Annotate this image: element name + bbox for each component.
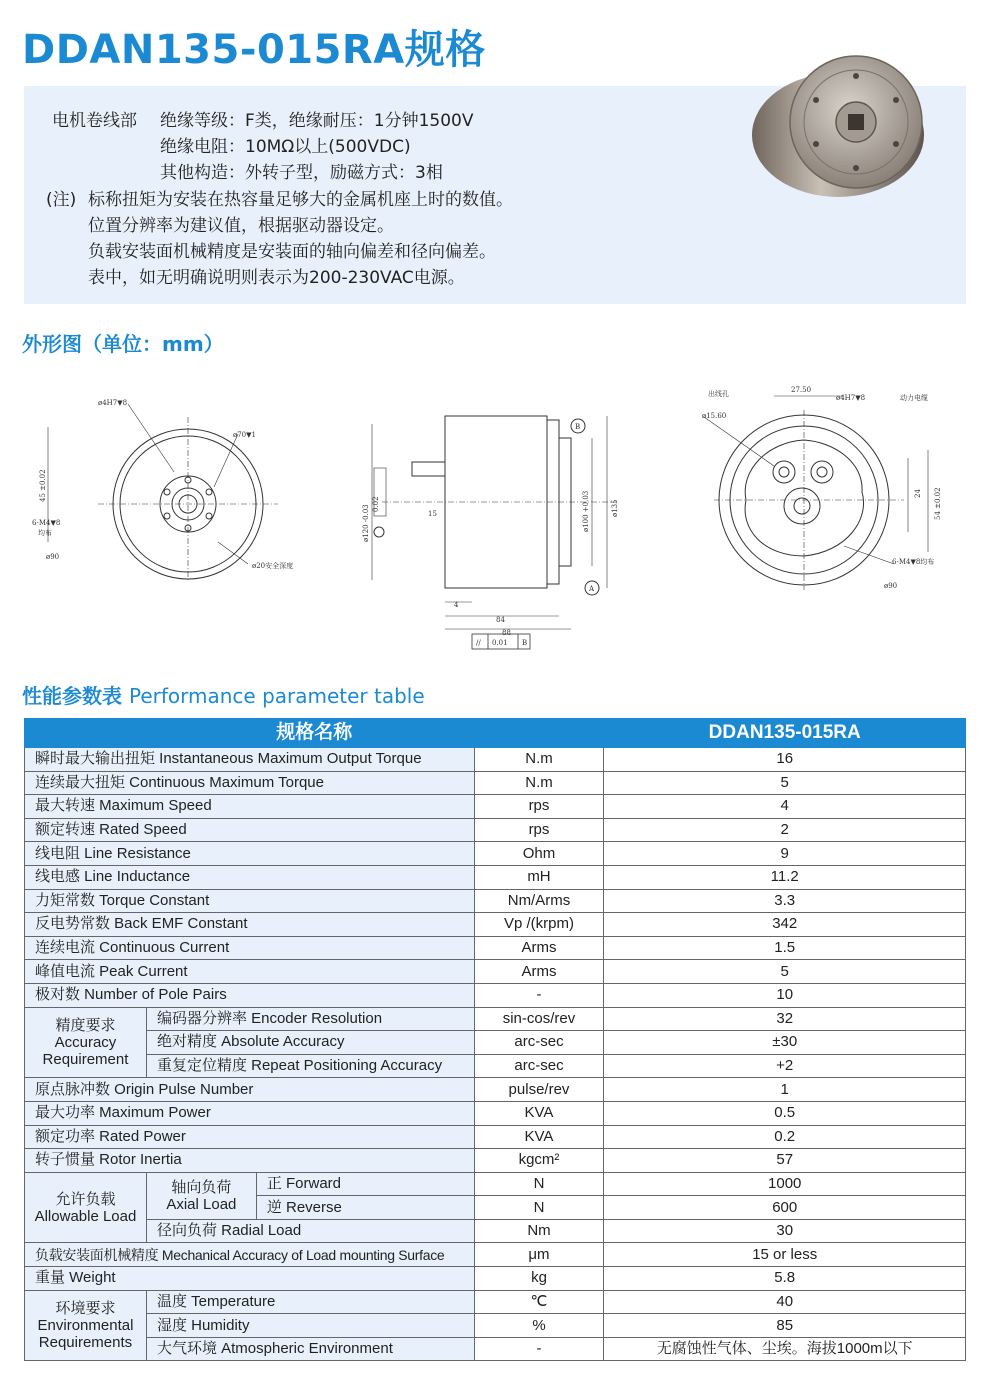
row-value: 3.3 xyxy=(604,889,966,913)
row-name: 重量 Weight xyxy=(25,1267,475,1291)
env-group-label: 环境要求 Environmental Requirements xyxy=(25,1290,147,1361)
table-row xyxy=(25,818,966,842)
row-name: 额定转速 Rated Speed xyxy=(25,818,475,842)
side-ref-b: B xyxy=(575,423,581,431)
table-row xyxy=(25,1125,966,1149)
side-view-drawing xyxy=(342,402,642,657)
front-pcd-label: ø70▼1 xyxy=(233,431,256,439)
row-value: 1.5 xyxy=(604,936,966,960)
load-group-label: 允许负载 Allowable Load xyxy=(25,1172,147,1243)
table-row xyxy=(25,1243,966,1267)
row-name: 大气环境 Atmospheric Environment xyxy=(146,1337,474,1361)
row-name: 负载安装面机械精度 Mechanical Accuracy of Load mounting Surface xyxy=(25,1243,475,1267)
row-unit: Ohm xyxy=(474,842,604,866)
row-unit: rps xyxy=(474,818,604,842)
rear-l275-label: 27.50 xyxy=(791,386,812,394)
winding-label: 电机卷线部 xyxy=(52,111,137,131)
row-value: 5.8 xyxy=(604,1267,966,1291)
row-value: 无腐蚀性气体、尘埃。海拔1000m以下 xyxy=(604,1337,966,1361)
front-thread-label: 6-M4▼8 xyxy=(32,519,61,527)
rear-thread-label: 6-M4▼8均布 xyxy=(892,558,935,566)
table-row xyxy=(25,936,966,960)
table-row xyxy=(25,889,966,913)
table-row xyxy=(25,1337,966,1361)
motor-photo xyxy=(748,40,928,200)
table-row xyxy=(25,1267,966,1291)
row-value: 16 xyxy=(604,748,966,772)
side-d135-label: ø135 xyxy=(611,499,619,517)
row-value: 342 xyxy=(604,913,966,937)
row-name: 线电感 Line Inductance xyxy=(25,865,475,889)
table-row xyxy=(25,1314,966,1338)
row-value: 9 xyxy=(604,842,966,866)
header-spec-name: 规格名称 xyxy=(25,719,604,748)
row-name: 湿度 Humidity xyxy=(146,1314,474,1338)
front-hole-label: ø4H7▼8 xyxy=(98,399,128,407)
rear-dia90-label: ø90 xyxy=(884,582,898,590)
row-unit: KVA xyxy=(474,1125,604,1149)
row-name: 瞬时最大输出扭矩 Instantaneous Maximum Output Torque xyxy=(25,748,475,772)
accuracy-group-label: 精度要求 Accuracy Requirement xyxy=(25,1007,147,1078)
row-name: 极对数 Number of Pole Pairs xyxy=(25,983,475,1007)
row-unit: - xyxy=(474,1337,604,1361)
row-value: 5 xyxy=(604,771,966,795)
row-name: 绝对精度 Absolute Accuracy xyxy=(146,1031,474,1055)
row-name: 原点脉冲数 Origin Pulse Number xyxy=(25,1078,475,1102)
table-row xyxy=(25,960,966,984)
outline-heading: 外形图（单位：mm） xyxy=(22,332,224,356)
front-dia90-label: ø90 xyxy=(46,553,60,561)
row-unit: arc-sec xyxy=(474,1054,604,1078)
row-value: 32 xyxy=(604,1007,966,1031)
row-unit: N xyxy=(474,1196,604,1220)
row-name: 温度 Temperature xyxy=(146,1290,474,1314)
side-l4-label: 4 xyxy=(454,601,459,609)
row-unit: % xyxy=(474,1314,604,1338)
side-ref-a: A xyxy=(589,585,595,593)
row-name: 编码器分辨率 Encoder Resolution xyxy=(146,1007,474,1031)
row-name: 力矩常数 Torque Constant xyxy=(25,889,475,913)
row-value: 10 xyxy=(604,983,966,1007)
row-unit: pulse/rev xyxy=(474,1078,604,1102)
side-perp-ref: B xyxy=(522,639,528,647)
row-value: 5 xyxy=(604,960,966,984)
rear-outlet-label: 出线孔 xyxy=(708,390,729,398)
table-row xyxy=(25,748,966,772)
rear-hole-label: ø4H7▼8 xyxy=(836,394,866,402)
rear-dim54-label: 54 ±0.02 xyxy=(934,487,942,520)
axial-group-label: 轴向负荷 Axial Load xyxy=(146,1172,256,1219)
table-row xyxy=(25,1078,966,1102)
row-value: 15 or less xyxy=(604,1243,966,1267)
row-value: 57 xyxy=(604,1149,966,1173)
row-value: 11.2 xyxy=(604,865,966,889)
side-d120-label: ø120 -0.03 xyxy=(362,504,370,542)
table-row xyxy=(25,1219,966,1243)
perf-heading-cn: 性能参数表 xyxy=(22,684,122,708)
table-row xyxy=(25,771,966,795)
table-row xyxy=(25,913,966,937)
performance-table xyxy=(24,718,966,1361)
row-name: 重复定位精度 Repeat Positioning Accuracy xyxy=(146,1054,474,1078)
row-name: 最大转速 Maximum Speed xyxy=(25,795,475,819)
rear-dim24-label: 24 xyxy=(914,489,922,498)
row-unit: arc-sec xyxy=(474,1031,604,1055)
table-row xyxy=(25,795,966,819)
row-name: 径向负荷 Radial Load xyxy=(146,1219,474,1243)
row-unit: N xyxy=(474,1172,604,1196)
note-4: 表中，如无明确说明则表示为200-230VAC电源。 xyxy=(88,268,465,288)
page-title: DDAN135-015RA规格 xyxy=(22,27,486,73)
rear-d15-label: ø15.60 xyxy=(702,412,727,420)
insulation-resistance: 绝缘电阻：10MΩ以上(500VDC) xyxy=(160,137,411,157)
side-l88-label: 88 xyxy=(502,629,511,637)
note-3: 负载安装面机械精度是安装面的轴向偏差和径向偏差。 xyxy=(88,242,496,262)
row-name: 最大功率 Maximum Power xyxy=(25,1101,475,1125)
rear-cable-label: 动力电缆 xyxy=(900,394,928,402)
note-2: 位置分辨率为建议值，根据驱动器设定。 xyxy=(88,216,394,236)
row-name: 峰值电流 Peak Current xyxy=(25,960,475,984)
row-name: 线电阻 Line Resistance xyxy=(25,842,475,866)
table-row xyxy=(25,1149,966,1173)
row-unit: N.m xyxy=(474,748,604,772)
row-unit: N.m xyxy=(474,771,604,795)
row-value: ±30 xyxy=(604,1031,966,1055)
perf-heading-en: Performance parameter table xyxy=(128,684,425,708)
row-unit: Arms xyxy=(474,960,604,984)
row-unit: Nm/Arms xyxy=(474,889,604,913)
table-row xyxy=(25,1290,966,1314)
row-value: 1000 xyxy=(604,1172,966,1196)
note-label: (注) xyxy=(46,190,77,210)
row-unit: mH xyxy=(474,865,604,889)
row-value: 4 xyxy=(604,795,966,819)
side-l84-label: 84 xyxy=(496,616,505,624)
row-value: 600 xyxy=(604,1196,966,1220)
header-model: DDAN135-015RA xyxy=(604,719,966,748)
row-unit: Vp /(krpm) xyxy=(474,913,604,937)
row-name: 连续最大扭矩 Continuous Maximum Torque xyxy=(25,771,475,795)
row-value: 2 xyxy=(604,818,966,842)
row-unit: Nm xyxy=(474,1219,604,1243)
row-value: 85 xyxy=(604,1314,966,1338)
side-d100-label: ø100 +0.03 xyxy=(582,490,590,532)
insulation-class: 绝缘等级：F类，绝缘耐压：1分钟1500V xyxy=(160,111,474,131)
row-value: +2 xyxy=(604,1054,966,1078)
row-unit: kg xyxy=(474,1267,604,1291)
table-row xyxy=(25,1054,966,1078)
row-name: 逆 Reverse xyxy=(256,1196,474,1220)
row-name: 转子惯量 Rotor Inertia xyxy=(25,1149,475,1173)
note-1: 标称扭矩为安装在热容量足够大的金属机座上时的数值。 xyxy=(88,190,513,210)
row-unit: μm xyxy=(474,1243,604,1267)
row-unit: kgcm² xyxy=(474,1149,604,1173)
row-value: 40 xyxy=(604,1290,966,1314)
perf-heading xyxy=(22,680,425,709)
table-header xyxy=(25,719,966,748)
row-name: 连续电流 Continuous Current xyxy=(25,936,475,960)
row-value: 0.2 xyxy=(604,1125,966,1149)
row-value: 1 xyxy=(604,1078,966,1102)
table-row xyxy=(25,1172,966,1196)
table-row xyxy=(25,1007,966,1031)
table-row xyxy=(25,1101,966,1125)
other-structure: 其他构造：外转子型，励磁方式：3相 xyxy=(160,163,443,183)
row-unit: - xyxy=(474,983,604,1007)
rear-view-drawing xyxy=(694,380,964,595)
side-perp-symbol: // xyxy=(476,639,481,647)
front-view-drawing xyxy=(28,392,318,582)
row-name: 反电势常数 Back EMF Constant xyxy=(25,913,475,937)
front-dim45-label: 45 ±0.02 xyxy=(39,469,47,502)
table-row xyxy=(25,842,966,866)
side-l15-label: 15 xyxy=(428,510,437,518)
table-row xyxy=(25,865,966,889)
front-thread-sub: 均布 xyxy=(38,529,52,537)
row-unit: ℃ xyxy=(474,1290,604,1314)
side-tol-label: 0.02 xyxy=(372,496,380,512)
row-unit: KVA xyxy=(474,1101,604,1125)
table-row xyxy=(25,1031,966,1055)
row-unit: Arms xyxy=(474,936,604,960)
row-name: 正 Forward xyxy=(256,1172,474,1196)
row-value: 0.5 xyxy=(604,1101,966,1125)
row-unit: sin-cos/rev xyxy=(474,1007,604,1031)
row-value: 30 xyxy=(604,1219,966,1243)
row-name: 额定功率 Rated Power xyxy=(25,1125,475,1149)
front-dia20-label: ø20安全深度 xyxy=(252,562,294,570)
table-row xyxy=(25,983,966,1007)
row-unit: rps xyxy=(474,795,604,819)
side-perp-value: 0.01 xyxy=(492,639,508,647)
